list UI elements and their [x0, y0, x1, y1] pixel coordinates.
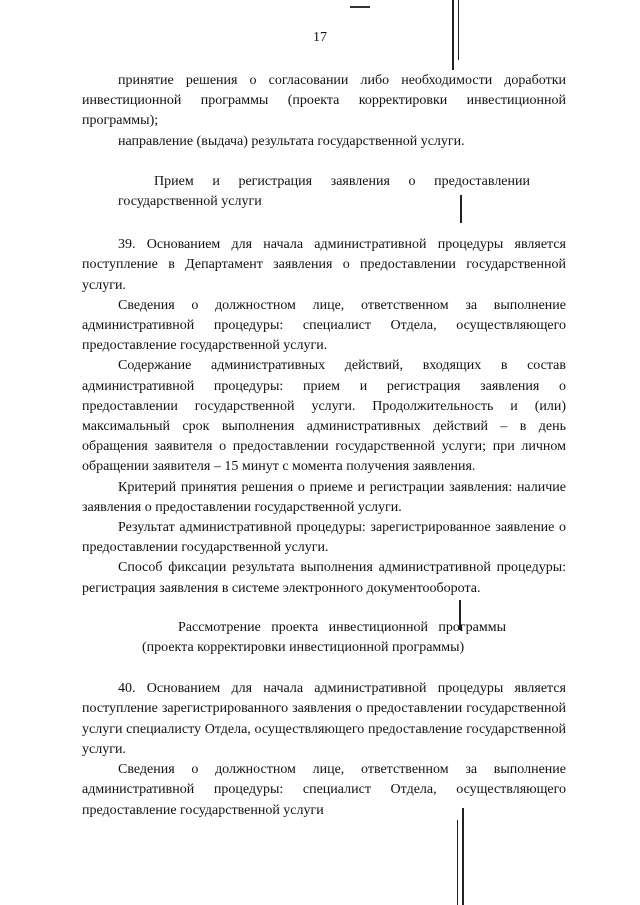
section-title: Рассмотрение проекта инвестиционной программы (проекта корректировки инвестиционной программы)	[142, 619, 506, 656]
paragraph: Сведения о должностном лице, ответственном за выполнение административной процедуры: специалист Отдела, осуществляющего предоставление государственной услуги	[82, 762, 566, 818]
paragraph: Результат административной процедуры: зарегистрированное заявление о предоставлении государственной услуги.	[82, 520, 566, 556]
section-title: Прием и регистрация заявления о предоставлении государственной услуги	[118, 173, 530, 210]
paragraph: 40. Основанием для начала административной процедуры является поступление зарегистрированного заявления о предоставлении государственной услуги специалисту Отдела, осуществляющего предоставление государственной услуги.	[82, 681, 566, 757]
scan-mark	[457, 820, 458, 905]
document-body	[82, 71, 566, 821]
paragraph: принятие решения о согласовании либо необходимости доработки инвестиционной программы (проекта корректировки инвестиционной программы);	[82, 73, 566, 129]
paragraph: Критерий принятия решения о приеме и регистрации заявления: наличие заявления о предоставлении государственной услуги.	[82, 479, 566, 515]
scan-mark	[350, 6, 370, 8]
page-number: 17	[313, 30, 327, 45]
scan-mark	[462, 808, 464, 905]
paragraph: направление (выдача) результата государственной услуги.	[118, 133, 465, 149]
paragraph: Содержание административных действий, входящих в состав административной процедуры: прием и регистрация заявления о предоставлении государственной услуги. Продолжительность и (или) максимальный срок выполнения административных действий – в день обращения заявителя о предоставлении государственной услуги; при личном обращении заявителя – 15 минут с момента получения заявления.	[82, 358, 566, 475]
paragraph: 39. Основанием для начала административной процедуры является поступление в Департамент заявления о предоставлении государственной услуги.	[82, 237, 566, 293]
paragraph: Способ фиксации результата выполнения административной процедуры: регистрация заявления в системе электронного документооборота.	[82, 560, 566, 596]
scan-mark	[452, 0, 454, 70]
scan-mark	[458, 0, 459, 60]
paragraph: Сведения о должностном лице, ответственном за выполнение административной процедуры: специалист Отдела, осуществляющего предоставление государственной услуги.	[82, 297, 566, 354]
